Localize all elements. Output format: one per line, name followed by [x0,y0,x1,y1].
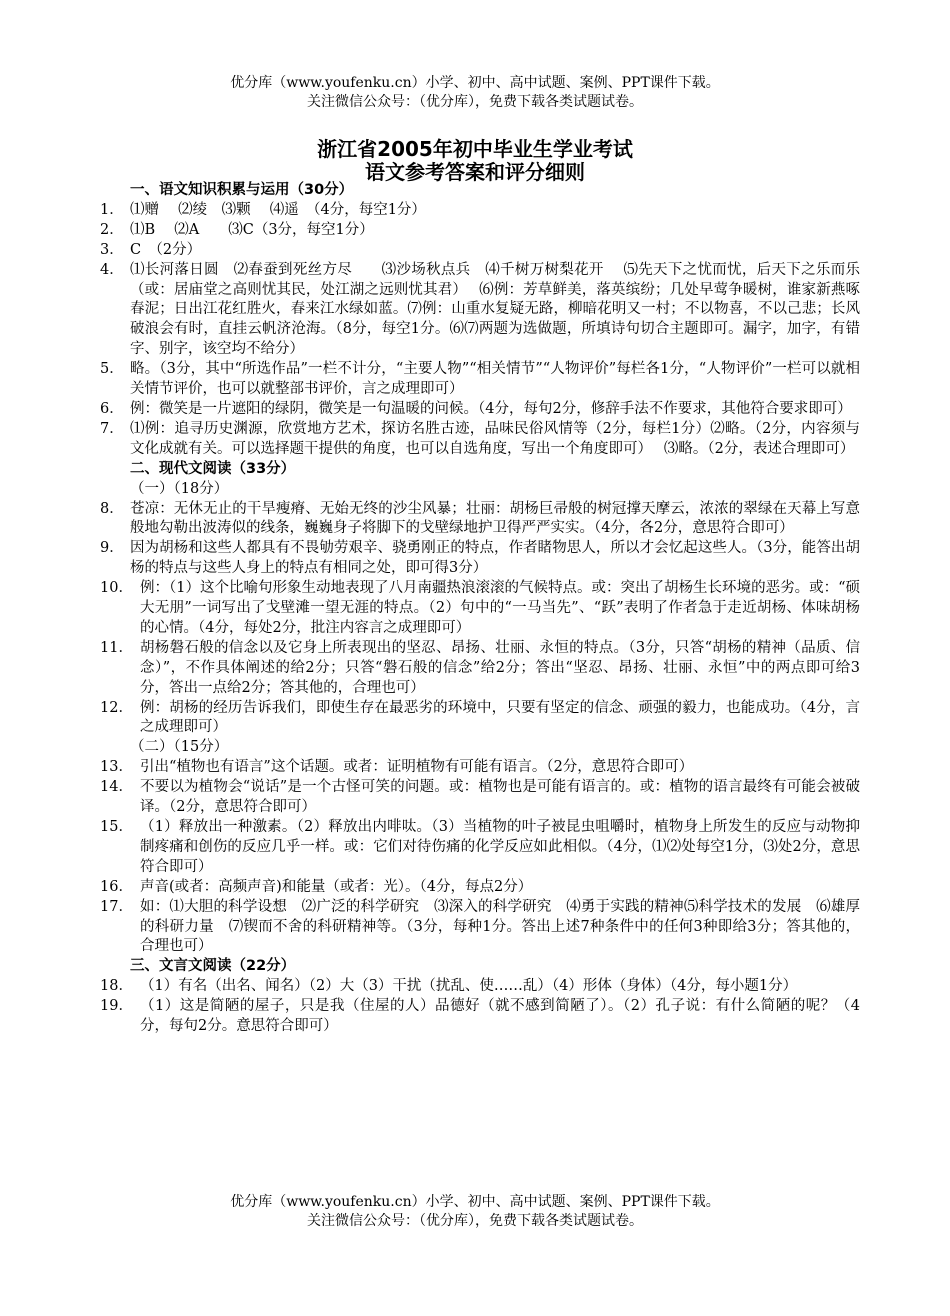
header-banner [0,74,950,112]
section-heading-2: 二、现代文阅读（33分） [130,460,296,477]
item-number: 6． [100,400,124,417]
item-number: 3． [100,241,124,258]
item-number: 13． [100,759,133,776]
item-number: 7． [100,420,124,437]
answer-item [0,420,860,460]
section-heading-3: 三、文言文阅读（22分） [130,958,296,975]
banner-line-2: 关注微信公众号：（优分库），免费下载各类试题试卷。 [307,94,643,110]
answer-item [0,977,860,997]
answer-item [0,639,860,699]
item-text: 苍凉：无休无止的干旱瘦瘠、无始无终的沙尘风暴；壮丽：胡杨巨帚般的树冠撑天摩云，浓浓的翠绿在天幕上写意般地勾勒出波涛似的线条，巍巍身子将脚下的戈壁绿地护卫得严严实实。（4分，各2分，意思符合即可） [130,500,860,537]
item-text: ⑴B ⑵A ⑶C（3分，每空1分） [130,221,374,238]
answer-item [0,898,860,958]
item-text: 例：（1）这个比喻句形象生动地表现了八月南疆热浪滚滚的气候特点。或：突出了胡杨生长环境的恶劣。或：“硕大无朋”一词写出了戈壁滩一望无涯的特点。（2）句中的“一马当先”、“跃”表明了作者急于走近胡杨、体味胡杨的心情。（4分，每处2分，批注内容言之成理即可） [140,580,860,636]
item-number: 11． [100,639,133,656]
item-text: 如：⑴大胆的科学设想 ⑵广泛的科学研究 ⑶深入的科学研究 ⑷勇于实践的精神⑸科学技术的发展 ⑹雄厚的科研力量 ⑺锲而不舍的科研精神等。（3分，每种1分。答出上述7种条件中的任何3种即给3分；答其他的，合理也可） [140,898,860,955]
item-text: （1）这是简陋的屋子，只是我（住屋的人）品德好（就不感到简陋了）。（2）孔子说：有什么简陋的呢？（4分，每句2分。意思符合即可） [140,998,860,1035]
answer-item [0,241,860,261]
answer-item [0,699,860,739]
answer-item [0,579,860,639]
item-text: 例：微笑是一片遮阳的绿阴，微笑是一句温暖的问候。（4分，每句2分，修辞手法不作要求，其他符合要求即可） [130,400,852,417]
answer-item [0,201,860,221]
footer-banner [0,1193,950,1231]
document-title: 浙江省2005年初中毕业生学业考试 [317,137,633,161]
item-text: 因为胡杨和这些人都具有不畏劬劳艰辛、骁勇刚正的特点，作者睹物思人，所以才会忆起这些人。（3分，能答出胡杨的特点与这些人身上的特点有相同之处，即可得3分） [130,540,860,577]
item-number: 16． [100,878,133,895]
answer-item [0,539,860,579]
answer-item [0,261,875,361]
item-number: 14． [100,779,133,796]
item-text: ⑴例：追寻历史渊源，欣赏地方艺术，探访名胜古迹，品味民俗风情等（2分，每栏1分）⑵略。（2分，内容须与文化成就有关。可以选择题干提供的角度，也可以自选角度，写出一个角度即可） ⑶略。（2分，表述合理即可） [130,420,860,457]
subsection-heading-1: （一）（18分） [130,480,229,497]
item-number: 18． [100,978,133,995]
item-text: 例：胡杨的经历告诉我们，即使生存在最恶劣的环境中，只要有坚定的信念、顽强的毅力，也能成功。（4分，言之成理即可） [140,699,860,736]
subsection-heading-2: （二）（15分） [130,739,229,756]
item-number: 15． [100,819,133,835]
banner-line-1: 优分库（www.youfenku.cn）小学、初中、高中试题、案例、PPT课件下载。 [230,75,720,91]
item-text: （1）有名（出名、闻名）（2）大（3）干扰（扰乱、使……乱）（4）形体（身体）（4分，每小题1分） [140,978,798,995]
item-number: 17． [100,898,133,915]
item-text: ⑴长河落日圆 ⑵春蚕到死丝方尽 ⑶沙场秋点兵 ⑷千树万树梨花开 ⑸先天下之忧而忧，后天下之乐而乐 （或：居庙堂之高则忧其民，处江湖之远则忧其君） ⑹例：芳草鲜美，落英缤纷；几处早莺争暖树，谁家新燕啄春泥；日出江花红胜火，春来江水绿如蓝。⑺例：山重水复疑无路，柳暗花明又一村；不以物喜，不以己悲；长风破浪会有时，直挂云帆济沧海。（8分，每空1分。⑹⑺两题为选做题，所填诗句切合主题即可。漏字，加字，有错字、别字，该空均不给分） [130,261,875,358]
item-number: 4． [100,261,124,278]
banner-line-1: 优分库（www.youfenku.cn）小学、初中、高中试题、案例、PPT课件下载。 [230,1194,720,1210]
answer-item [0,778,860,818]
item-text: 略。（3分，其中“所选作品”一栏不计分，“主要人物”“相关情节”“人物评价”每栏各1分，“人物评价”一栏可以就相关情节评价，也可以就整部书评价，言之成理即可） [130,361,860,398]
item-text: C （2分） [130,241,202,258]
item-number: 2． [100,221,124,238]
answer-item [0,500,860,540]
item-text: 胡杨磐石般的信念以及它身上所表现出的坚忍、昂扬、壮丽、永恒的特点。（3分，只答“胡杨的精神（品质、信念）”，不作具体阐述的给2分；只答“磐石般的信念”给2分；答出“坚忍、昂扬、壮丽、永恒”中的两点即可给3分，答出一点给2分；答其他的，合理也可） [140,639,860,696]
item-number: 8． [100,500,124,517]
document-subtitle: 语文参考答案和评分细则 [365,160,585,184]
item-number: 9． [100,540,124,557]
item-text: （1）释放出一种激素。（2）释放出内啡呔。（3）当植物的叶子被昆虫咀嚼时，植物身上所发生的反应与动物抑制疼痛和创伤的反应几乎一样。或：它们对待伤痛的化学反应如此相似。（4分，⑴⑵处每空1分，⑶处2分，意思符合即可） [140,819,860,875]
item-number: 10． [100,580,133,597]
answer-item [0,758,860,778]
item-text: ⑴赠 ⑵绫 ⑶颗 ⑷遥 （4分，每空1分） [130,201,426,218]
answer-item [0,400,860,420]
answer-item [0,360,860,400]
answer-item [0,221,860,241]
item-text: 不要以为植物会“说话”是一个古怪可笑的问题。或：植物也是可能有语言的。或：植物的语言最终有可能会被破译。（2分，意思符合即可） [140,779,860,816]
item-text: 引出“植物也有语言”这个话题。或者：证明植物有可能有语言。（2分，意思符合即可） [140,759,694,776]
item-number: 12． [100,699,133,716]
answer-item [0,878,860,898]
item-number: 1． [100,201,124,218]
banner-line-2: 关注微信公众号：（优分库），免费下载各类试题试卷。 [307,1213,643,1229]
item-text: 声音(或者：高频声音)和能量（或者：光）。（4分，每点2分） [140,878,533,895]
answer-item [0,997,860,1037]
item-number: 19． [100,998,133,1015]
section-heading-1: 一、语文知识积累与运用（30分） [130,182,354,198]
item-number: 5． [100,361,124,378]
answer-content [0,181,950,1037]
answer-item [0,818,860,878]
